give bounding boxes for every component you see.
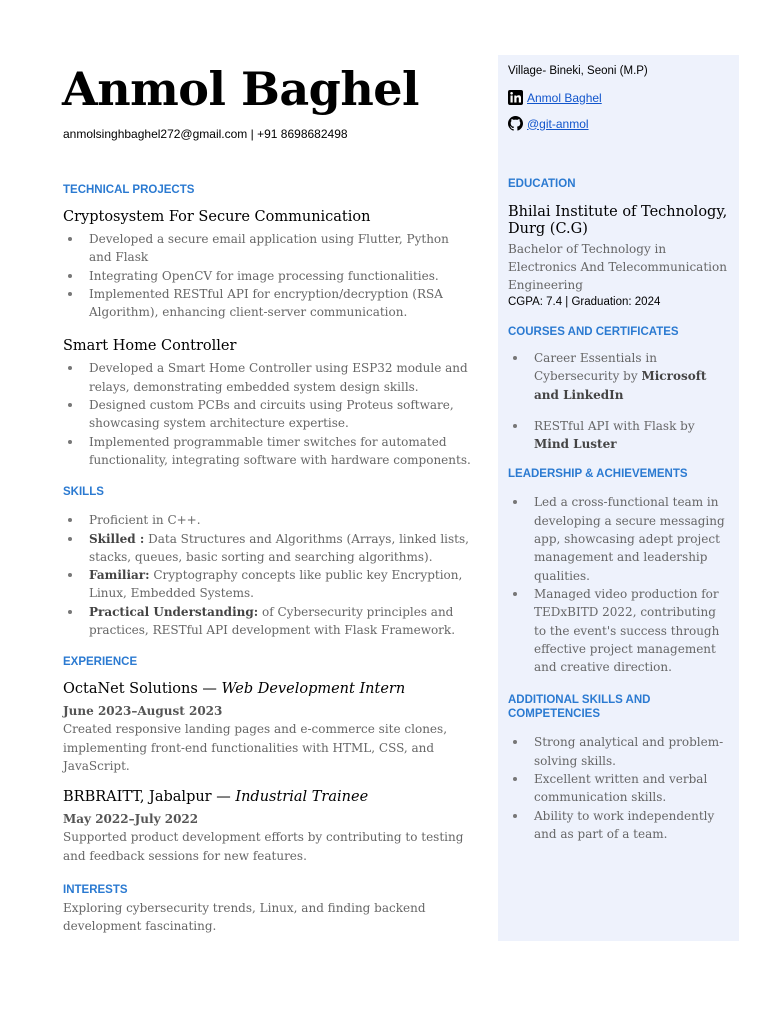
project-1 [63, 209, 473, 321]
phone-text: +91 8698682498 [257, 127, 348, 141]
skills-heading: SKILLS [63, 486, 104, 499]
project-title: Cryptosystem For Secure Communication [63, 209, 371, 225]
list-item: Practical Understanding: of Cybersecurity principles and practices, RESTful API development with Flask Framework. [89, 603, 473, 640]
list-item: Managed video production for TEDxBITD 2022, contributing to the event's success through effective project management and creative direction. [534, 585, 730, 676]
contact-separator: | [250, 127, 254, 141]
list-item: Strong analytical and problem-solving skills. [534, 733, 730, 770]
leadership-heading: LEADERSHIP & ACHIEVEMENTS [508, 468, 688, 481]
job-dates: May 2022–July 2022 [63, 812, 199, 827]
email-text: anmolsinghbaghel272@gmail.com [63, 127, 248, 141]
list-item: Career Essentials in Cybersecurity by Microsoft and LinkedIn [534, 349, 730, 404]
experience-item [63, 789, 473, 865]
list-item: Implemented programmable timer switches for automated functionality, integrating software with hardware components. [89, 433, 473, 470]
list-item: Familiar: Cryptography concepts like public key Encryption, Linux, Embedded Systems. [89, 566, 473, 603]
project-title: Smart Home Controller [63, 338, 237, 355]
skills-list [63, 511, 473, 639]
additional-list [508, 733, 730, 843]
list-item: Ability to work independently and as part of a team. [534, 807, 730, 844]
github-link[interactable] [508, 116, 730, 131]
contact-line [63, 127, 348, 141]
experience-item [63, 681, 473, 775]
leadership-list [508, 493, 730, 676]
job-dates: June 2023–August 2023 [63, 704, 223, 719]
experience-heading: EXPERIENCE [63, 656, 138, 669]
cgpa-text: CGPA: 7.4 | Graduation: 2024 [508, 296, 661, 308]
list-item: Developed a Smart Home Controller using ESP32 module and relays, demonstrating embedded system design skills. [89, 359, 473, 396]
projects-heading: TECHNICAL PROJECTS [63, 184, 195, 196]
degree-text: Bachelor of Technology in Electronics And Telecommunication Engineering [508, 242, 727, 292]
list-item: Developed a secure email application using Flutter, Python and Flask [89, 230, 473, 267]
job-description: Supported product development efforts by contributing to testing and feedback sessions for new features. [63, 830, 464, 863]
interests-heading: INTERESTS [63, 883, 128, 896]
list-item: Excellent written and verbal communication skills. [534, 770, 730, 807]
school-name: Bhilai Institute of Technology, Durg (C.G) [508, 204, 728, 237]
list-item: Designed custom PCBs and circuits using Proteus software, showcasing system architecture expertise. [89, 396, 473, 433]
github-label[interactable]: @git-anmol [527, 116, 589, 131]
education-heading: EDUCATION [508, 178, 576, 190]
job-title: BRBRAITT, Jabalpur — Industrial Trainee [63, 789, 369, 806]
additional-heading: ADDITIONAL SKILLS AND COMPETENCIES [508, 694, 651, 721]
interests-text: Exploring cybersecurity trends, Linux, and finding backend development fascinating. [63, 900, 426, 934]
list-item: Skilled : Data Structures and Algorithms (Arrays, linked lists, stacks, queues, basic sorting and searching algorithms). [89, 530, 473, 567]
github-icon [508, 116, 523, 131]
candidate-name: Anmol Baghel [62, 62, 420, 116]
linkedin-link[interactable] [508, 90, 730, 105]
list-item: Led a cross-functional team in developing a secure messaging app, showcasing adept project management and leadership qualities. [534, 493, 730, 584]
project-2 [63, 338, 473, 469]
linkedin-icon [508, 90, 523, 105]
courses-list [508, 349, 730, 453]
list-item: Proficient in C++. [89, 511, 473, 529]
location-text: Village- Bineki, Seoni (M.P) [508, 65, 648, 77]
job-description: Created responsive landing pages and e-commerce site clones, implementing front-end functionalities with HTML, CSS, and JavaScript. [63, 722, 448, 773]
main-column [63, 183, 473, 935]
list-item: RESTful API with Flask by Mind Luster [534, 417, 730, 454]
courses-heading: COURSES AND CERTIFICATES [508, 326, 679, 338]
job-title: OctaNet Solutions — Web Development Intern [63, 681, 406, 698]
list-item: Implemented RESTful API for encryption/decryption (RSA Algorithm), enhancing client-server communication. [89, 285, 473, 322]
sidebar [498, 55, 739, 941]
list-item: Integrating OpenCV for image processing functionalities. [89, 267, 473, 285]
linkedin-label[interactable]: Anmol Baghel [527, 90, 602, 105]
